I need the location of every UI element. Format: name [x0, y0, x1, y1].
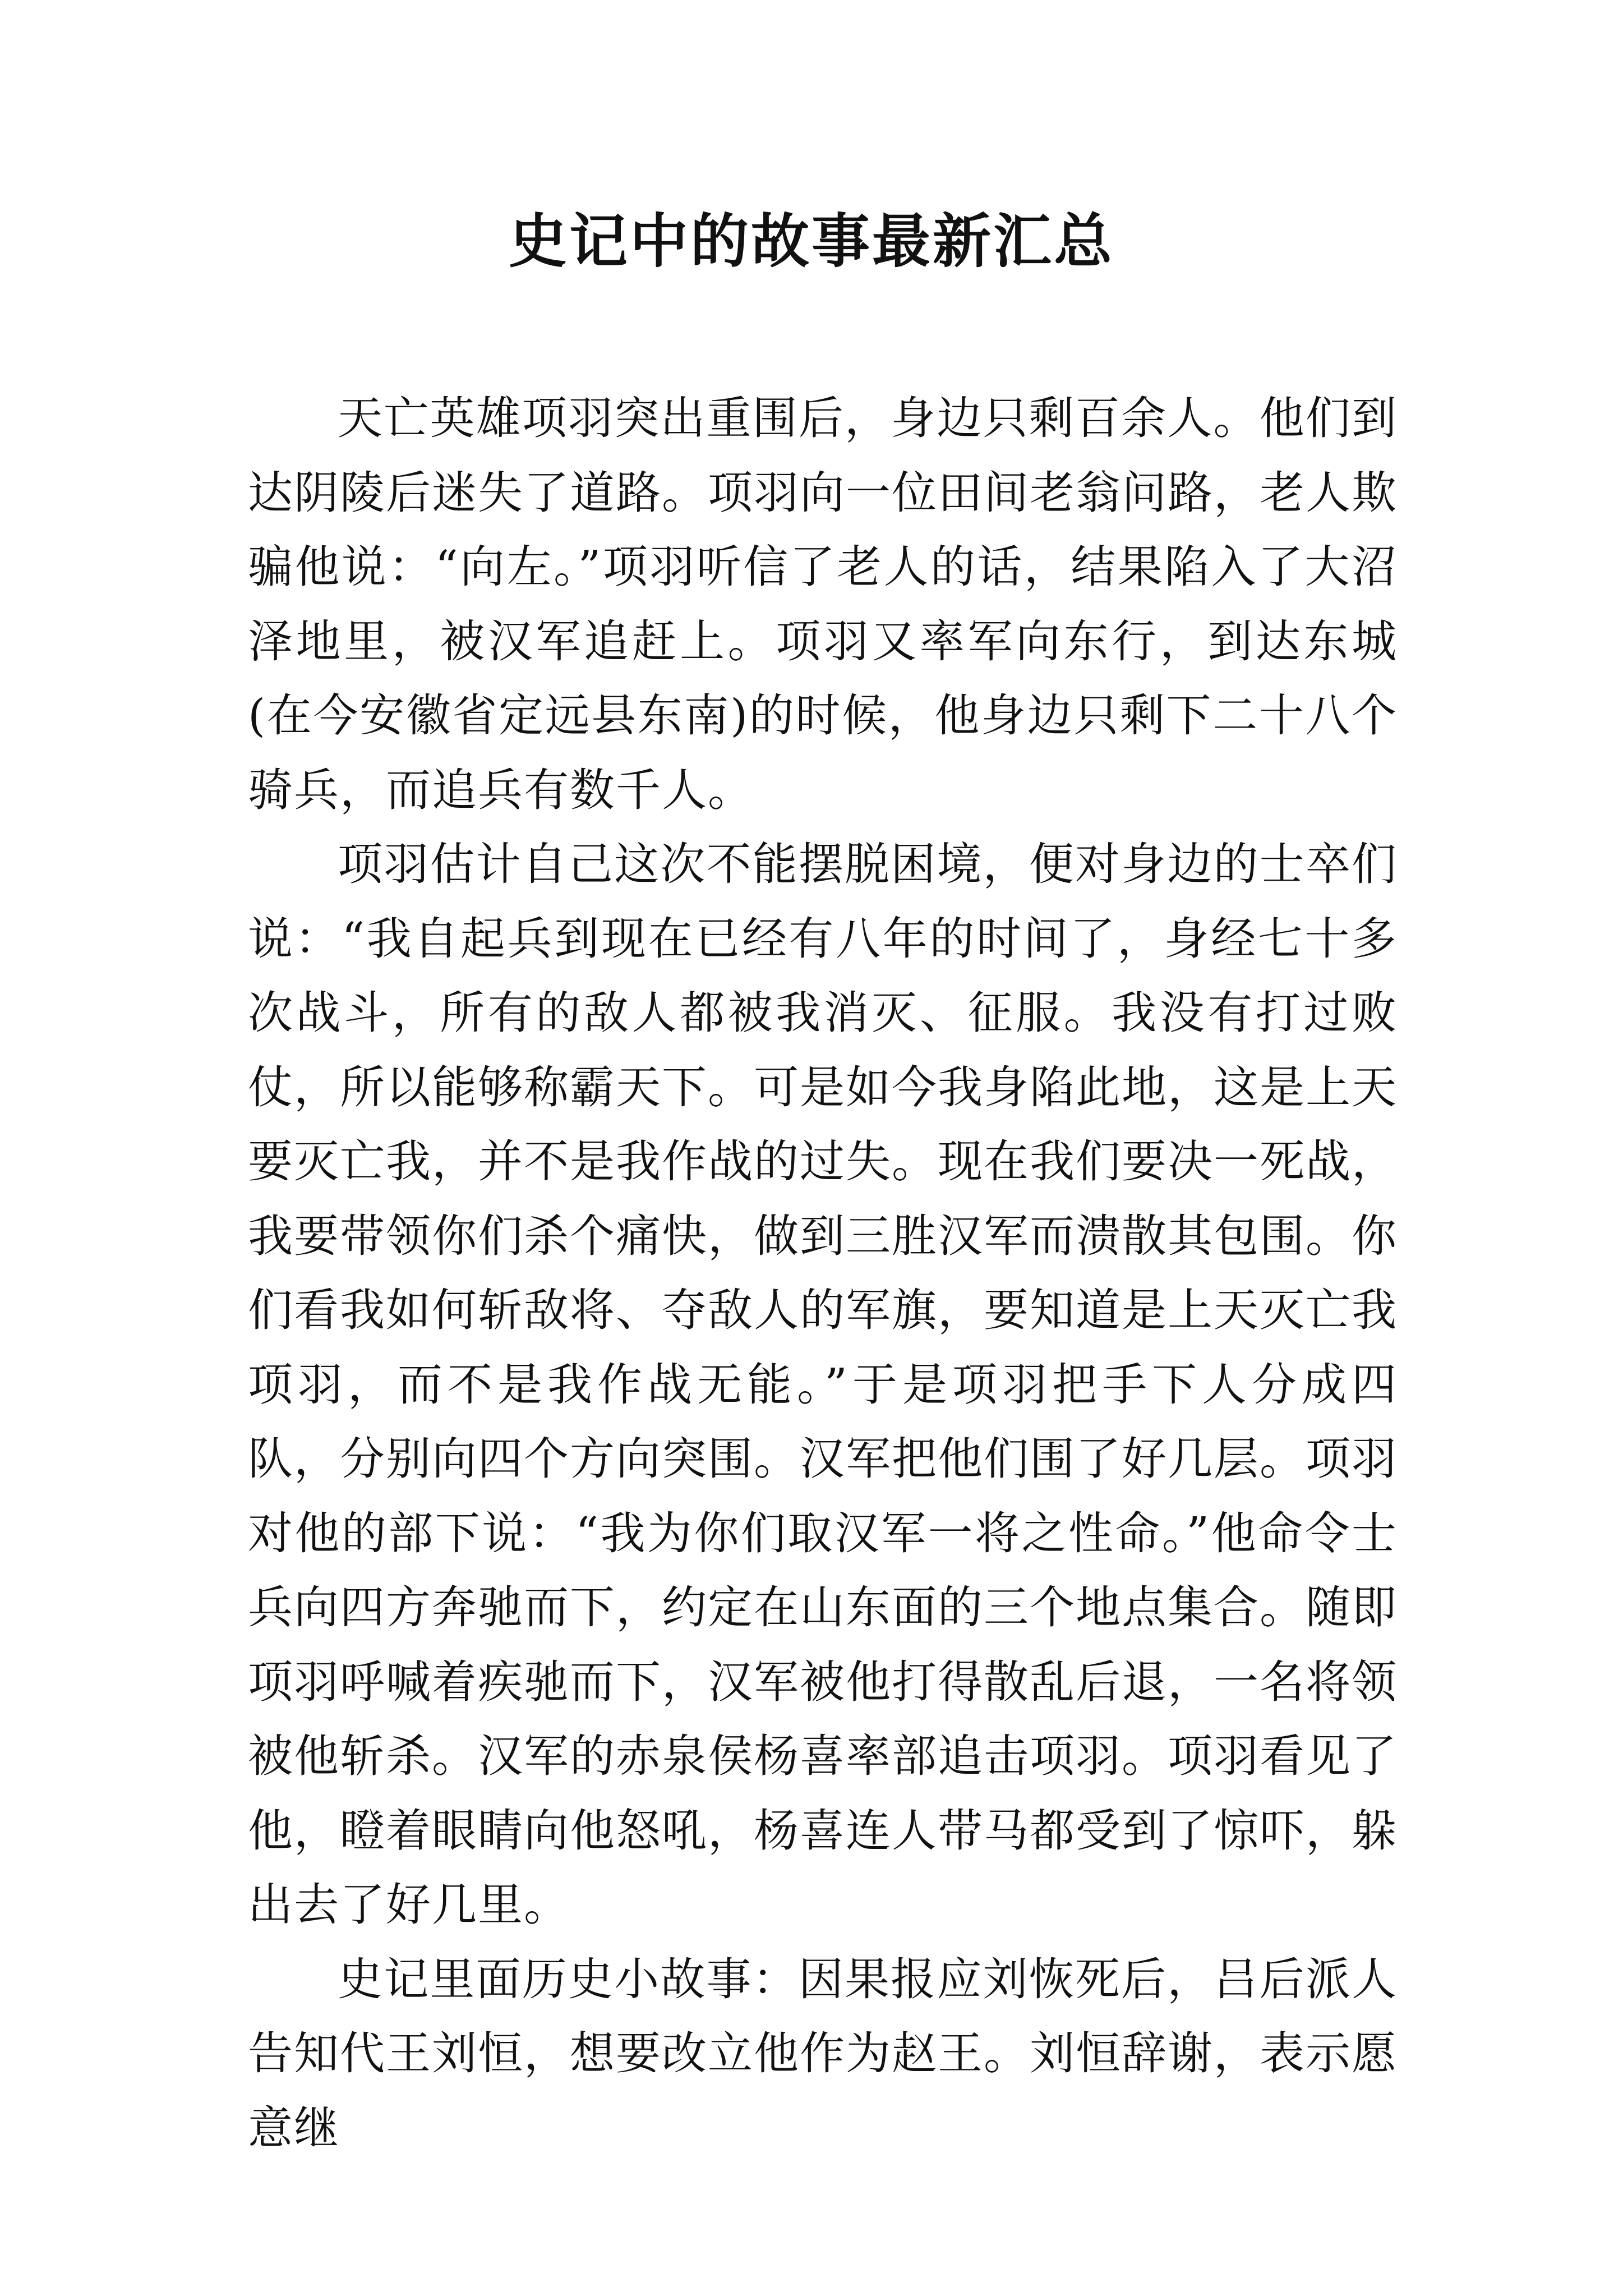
paragraph-1: 天亡英雄项羽突出重围后，身边只剩百余人。他们到达阴陵后迷失了道路。项羽向一位田间老翁问路，老人欺骗他说：“向左。”项羽听信了老人的话，结果陷入了大沼泽地里，被汉军追赶上。项羽又率军向东行，到达东城(在今安徽省定远县东南)的时候，他身边只剩下二十八个骑兵，而追兵有数千人。	[248, 392, 1398, 816]
paragraph-3: 史记里面历史小故事：因果报应刘恢死后，吕后派人告知代王刘恒，想要改立他作为赵王。刘恒辞谢，表示愿意继	[248, 1953, 1398, 2154]
document-body	[248, 381, 1398, 2165]
document-title: 史记中的故事最新汇总	[508, 206, 1114, 275]
paragraph-2: 项羽估计自己这次不能摆脱困境，便对身边的士卒们说：“我自起兵到现在已经有八年的时间了，身经七十多次战斗，所有的敌人都被我消灭、征服。我没有打过败仗，所以能够称霸天下。可是如今我身陷此地，这是上天要灭亡我，并不是我作战的过失。现在我们要决一死战，我要带领你们杀个痛快，做到三胜汉军而溃散其包围。你们看我如何斩敌将、夺敌人的军旗，要知道是上天灭亡我项羽，而不是我作战无能。”于是项羽把手下人分成四队，分别向四个方向突围。汉军把他们围了好几层。项羽对他的部下说：“我为你们取汉军一将之性命。”他命令士兵向四方奔驰而下，约定在山东面的三个地点集合。随即项羽呼喊着疾驰而下，汉军被他打得散乱后退，一名将领被他斩杀。汉军的赤泉侯杨喜率部追击项羽。项羽看见了他，瞪着眼睛向他怒吼，杨喜连人带马都受到了惊吓，躲出去了好几里。	[248, 838, 1398, 1931]
